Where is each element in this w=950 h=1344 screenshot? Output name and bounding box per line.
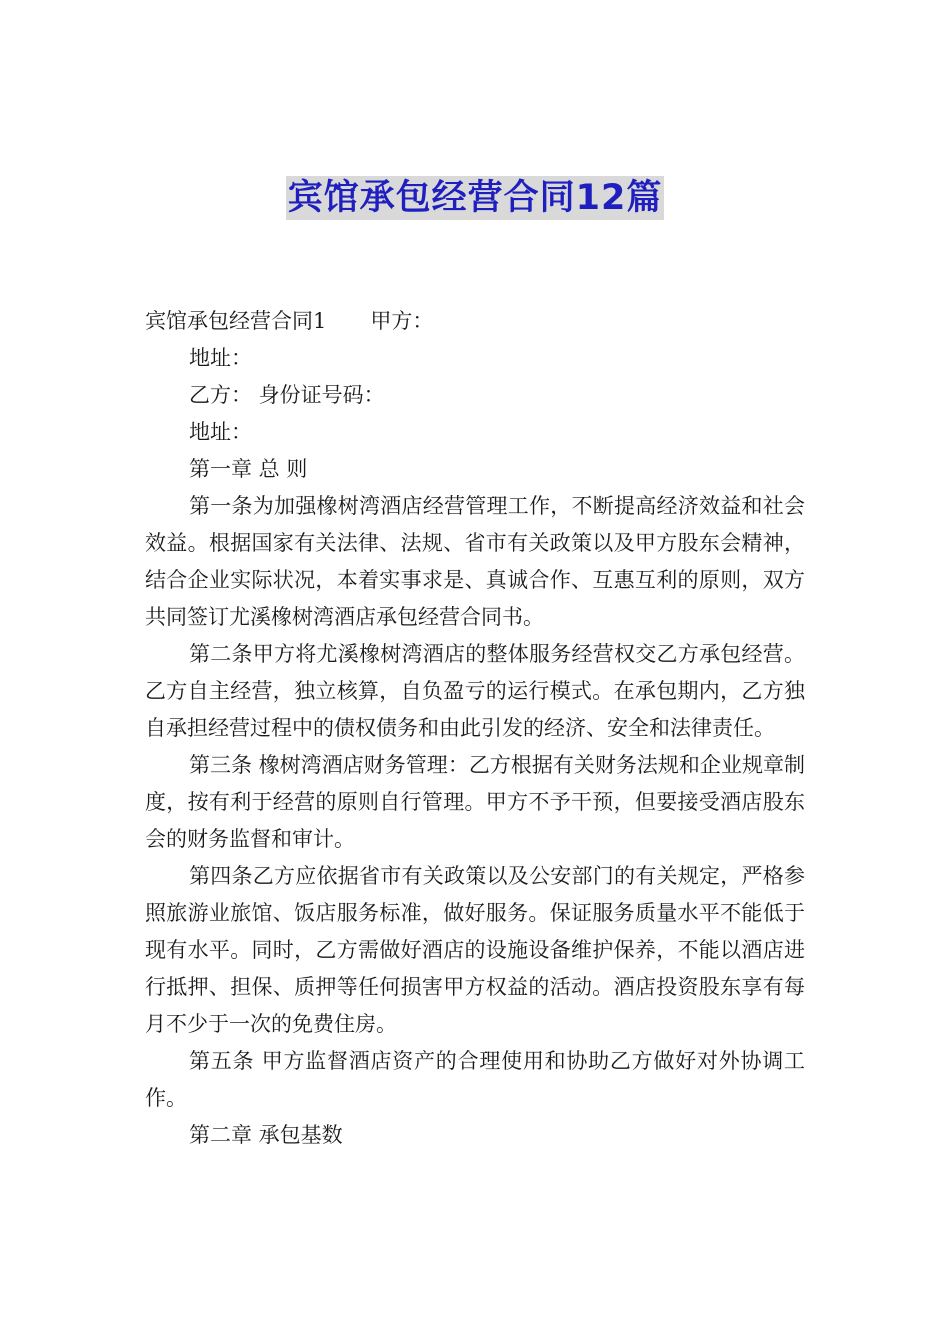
paragraph-heading-line [145, 303, 805, 340]
chapter-2-heading: 第二章 承包基数 [189, 1123, 343, 1147]
article-4: 第四条乙方应依据省市有关政策以及公安部门的有关规定，严格参照旅游业旅馆、饭店服务标准，做好服务。保证服务质量水平不能低于现有水平。同时，乙方需做好酒店的设施设备维护保养，不能以酒店进行抵押、担保、质押等任何损害甲方权益的活动。酒店投资股东享有每月不少于一次的免费住房。 [145, 864, 805, 1036]
chapter-1-heading: 第一章 总 则 [189, 457, 308, 481]
article-2: 第二条甲方将尤溪橡树湾酒店的整体服务经营权交乙方承包经营。乙方自主经营，独立核算，自负盈亏的运行模式。在承包期内，乙方独自承担经营过程中的债权债务和由此引发的经济、安全和法律责任。 [145, 642, 805, 740]
paragraph-party-b: 乙方： 身份证号码： [189, 383, 385, 407]
document-body [145, 303, 805, 1154]
document-title: 宾馆承包经营合同12篇 [287, 178, 663, 218]
title-container [0, 176, 950, 220]
article-3: 第三条 橡树湾酒店财务管理：乙方根据有关财务法规和企业规章制度，按有利于经营的原则自行管理。甲方不予干预，但要接受酒店股东会的财务监督和审计。 [145, 753, 805, 851]
paragraph-address-a: 地址： [189, 346, 252, 370]
party-a-label: 甲方： [370, 309, 434, 333]
article-1: 第一条为加强橡树湾酒店经营管理工作，不断提高经济效益和社会效益。根据国家有关法律、法规、省市有关政策以及甲方股东会精神，结合企业实际状况，本着实事求是、真诚合作、互惠互利的原则，双方共同签订尤溪橡树湾酒店承包经营合同书。 [145, 494, 805, 629]
paragraph-address-b: 地址： [189, 420, 252, 444]
article-5: 第五条 甲方监督酒店资产的合理使用和协助乙方做好对外协调工作。 [145, 1049, 805, 1110]
contract-heading: 宾馆承包经营合同1 [145, 309, 327, 333]
